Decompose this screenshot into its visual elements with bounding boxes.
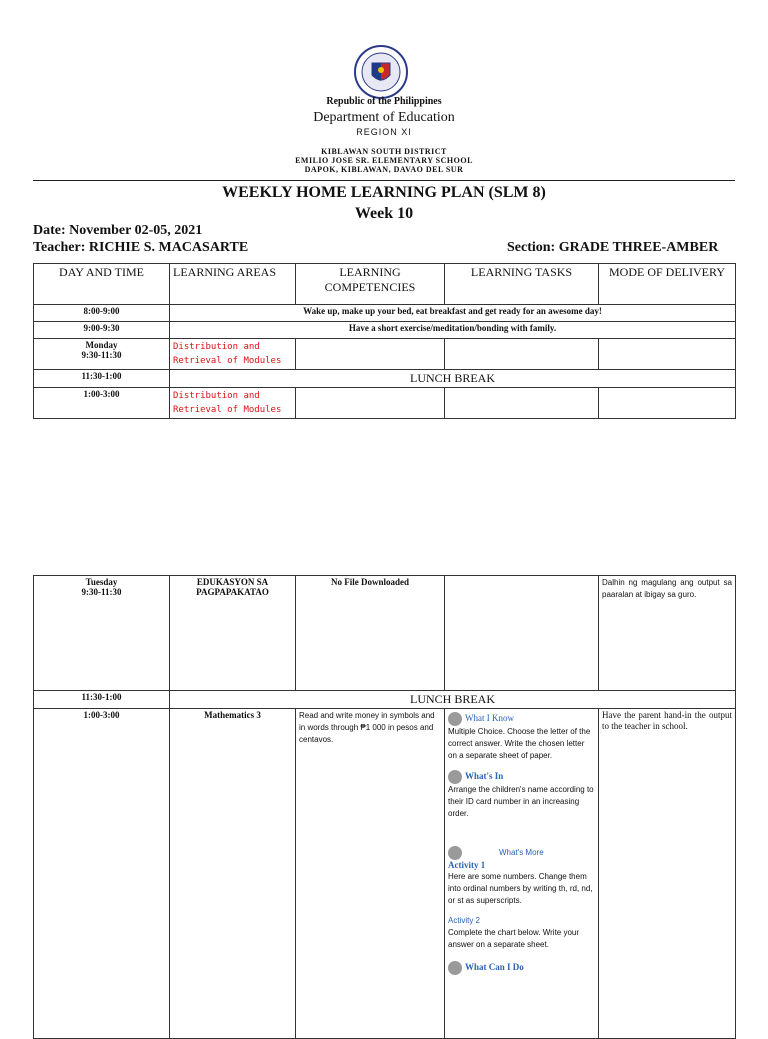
plan-teacher: Teacher: RICHIE S. MACASARTE <box>33 240 249 255</box>
time-cell: 1:00-3:00 <box>34 388 170 419</box>
day-time-cell <box>34 576 170 691</box>
whats-in-title: What's In <box>465 771 504 782</box>
competency-cell: No File Downloaded <box>296 576 445 691</box>
col-learning-areas: LEARNING AREAS <box>170 264 296 305</box>
table-row <box>34 339 736 370</box>
activity-1-text: Here are some numbers. Change them into ordinal numbers by writing th, rd, nd, or st as superscripts. <box>448 872 593 905</box>
empty-cell <box>599 339 736 370</box>
empty-cell <box>296 339 445 370</box>
time-cell: 8:00-9:00 <box>34 305 170 322</box>
activity-cell: Have a short exercise/meditation/bonding with family. <box>170 322 736 339</box>
time-cell: 11:30-1:00 <box>34 691 170 709</box>
time-label: 9:30-11:30 <box>81 587 122 597</box>
empty-cell <box>296 388 445 419</box>
whats-in-text: Arrange the children's name according to their ID card number in an increasing order. <box>448 785 594 818</box>
hand-icon <box>448 961 462 975</box>
lunch-cell: LUNCH BREAK <box>170 691 736 709</box>
department-text: Department of Education <box>313 110 455 125</box>
empty-cell <box>445 339 599 370</box>
table-row <box>34 388 736 419</box>
learning-area-cell: Mathematics 3 <box>170 709 296 1039</box>
republic-text: Republic of the Philippines <box>326 96 442 107</box>
competency-cell: Read and write money in symbols and in words through ₱1 000 in pesos and centavos. <box>296 709 445 1039</box>
mode-cell: Have the parent hand-in the output to the teacher in school. <box>599 709 736 1039</box>
activity-2-text: Complete the chart below. Write your answer on a separate sheet. <box>448 928 580 949</box>
col-mode: MODE OF DELIVERY <box>599 264 736 305</box>
activity-1-title: Activity 1 <box>448 860 486 870</box>
whats-more-title: What's More <box>499 848 544 858</box>
empty-cell <box>445 576 599 691</box>
what-i-know-text: Multiple Choice. Choose the letter of the correct answer. Write the chosen letter on a separate sheet of paper. <box>448 727 591 760</box>
region-text: REGION XI <box>356 127 412 137</box>
what-can-i-do-heading <box>448 961 595 975</box>
deped-seal <box>354 45 408 99</box>
district-text: KIBLAWAN SOUTH DISTRICT <box>321 147 447 156</box>
plan-date: Date: November 02-05, 2021 <box>33 223 203 238</box>
col-day-time: DAY AND TIME <box>34 264 170 305</box>
table-header-row <box>34 264 736 305</box>
lunch-cell: LUNCH BREAK <box>170 370 736 388</box>
mode-cell: Dalhin ng magulang ang output sa paaralan at ibigay sa guro. <box>599 576 736 691</box>
learning-area-cell: Distribution and Retrieval of Modules <box>170 388 296 419</box>
puzzle-icon <box>448 770 462 784</box>
col-tasks: LEARNING TASKS <box>445 264 599 305</box>
address-text: DAPOK, KIBLAWAN, DAVAO DEL SUR <box>304 165 464 174</box>
school-text: EMILIO JOSE SR. ELEMENTARY SCHOOL <box>295 156 473 165</box>
what-i-know-title: What I Know <box>465 713 514 724</box>
plan-section: Section: GRADE THREE-AMBER <box>507 240 719 255</box>
table-row <box>34 370 736 388</box>
table-row <box>34 709 736 1039</box>
time-cell: 11:30-1:00 <box>34 370 170 388</box>
whats-in-heading <box>448 770 595 784</box>
learning-tasks-cell <box>445 709 599 1039</box>
learning-area-cell: EDUKASYON SA PAGPAPAKATAO <box>170 576 296 691</box>
what-can-i-do-title: What Can I Do <box>465 962 524 973</box>
activity-cell: Wake up, make up your bed, eat breakfast and get ready for an awesome day! <box>170 305 736 322</box>
time-cell: 1:00-3:00 <box>34 709 170 1039</box>
day-label: Tuesday <box>85 577 118 587</box>
what-i-know-heading <box>448 712 595 726</box>
plan-title: WEEKLY HOME LEARNING PLAN (SLM 8) <box>222 184 546 201</box>
day-label: Monday <box>85 340 118 350</box>
schedule-table-2 <box>33 575 736 1039</box>
empty-cell <box>599 388 736 419</box>
time-label: 9:30-11:30 <box>81 350 122 360</box>
table-row <box>34 322 736 339</box>
empty-cell <box>445 388 599 419</box>
header-divider <box>33 180 735 181</box>
schedule-table-1 <box>33 263 736 419</box>
tools-icon <box>448 846 462 860</box>
pencil-icon <box>448 712 462 726</box>
table-row <box>34 305 736 322</box>
time-cell: 9:00-9:30 <box>34 322 170 339</box>
table-row <box>34 691 736 709</box>
activity-2-title: Activity 2 <box>448 916 481 925</box>
plan-week: Week 10 <box>354 205 414 222</box>
col-competencies: LEARNING COMPETENCIES <box>296 264 445 305</box>
day-time-cell <box>34 339 170 370</box>
learning-area-cell: Distribution and Retrieval of Modules <box>170 339 296 370</box>
whats-more-heading <box>448 846 595 860</box>
table-row <box>34 576 736 691</box>
